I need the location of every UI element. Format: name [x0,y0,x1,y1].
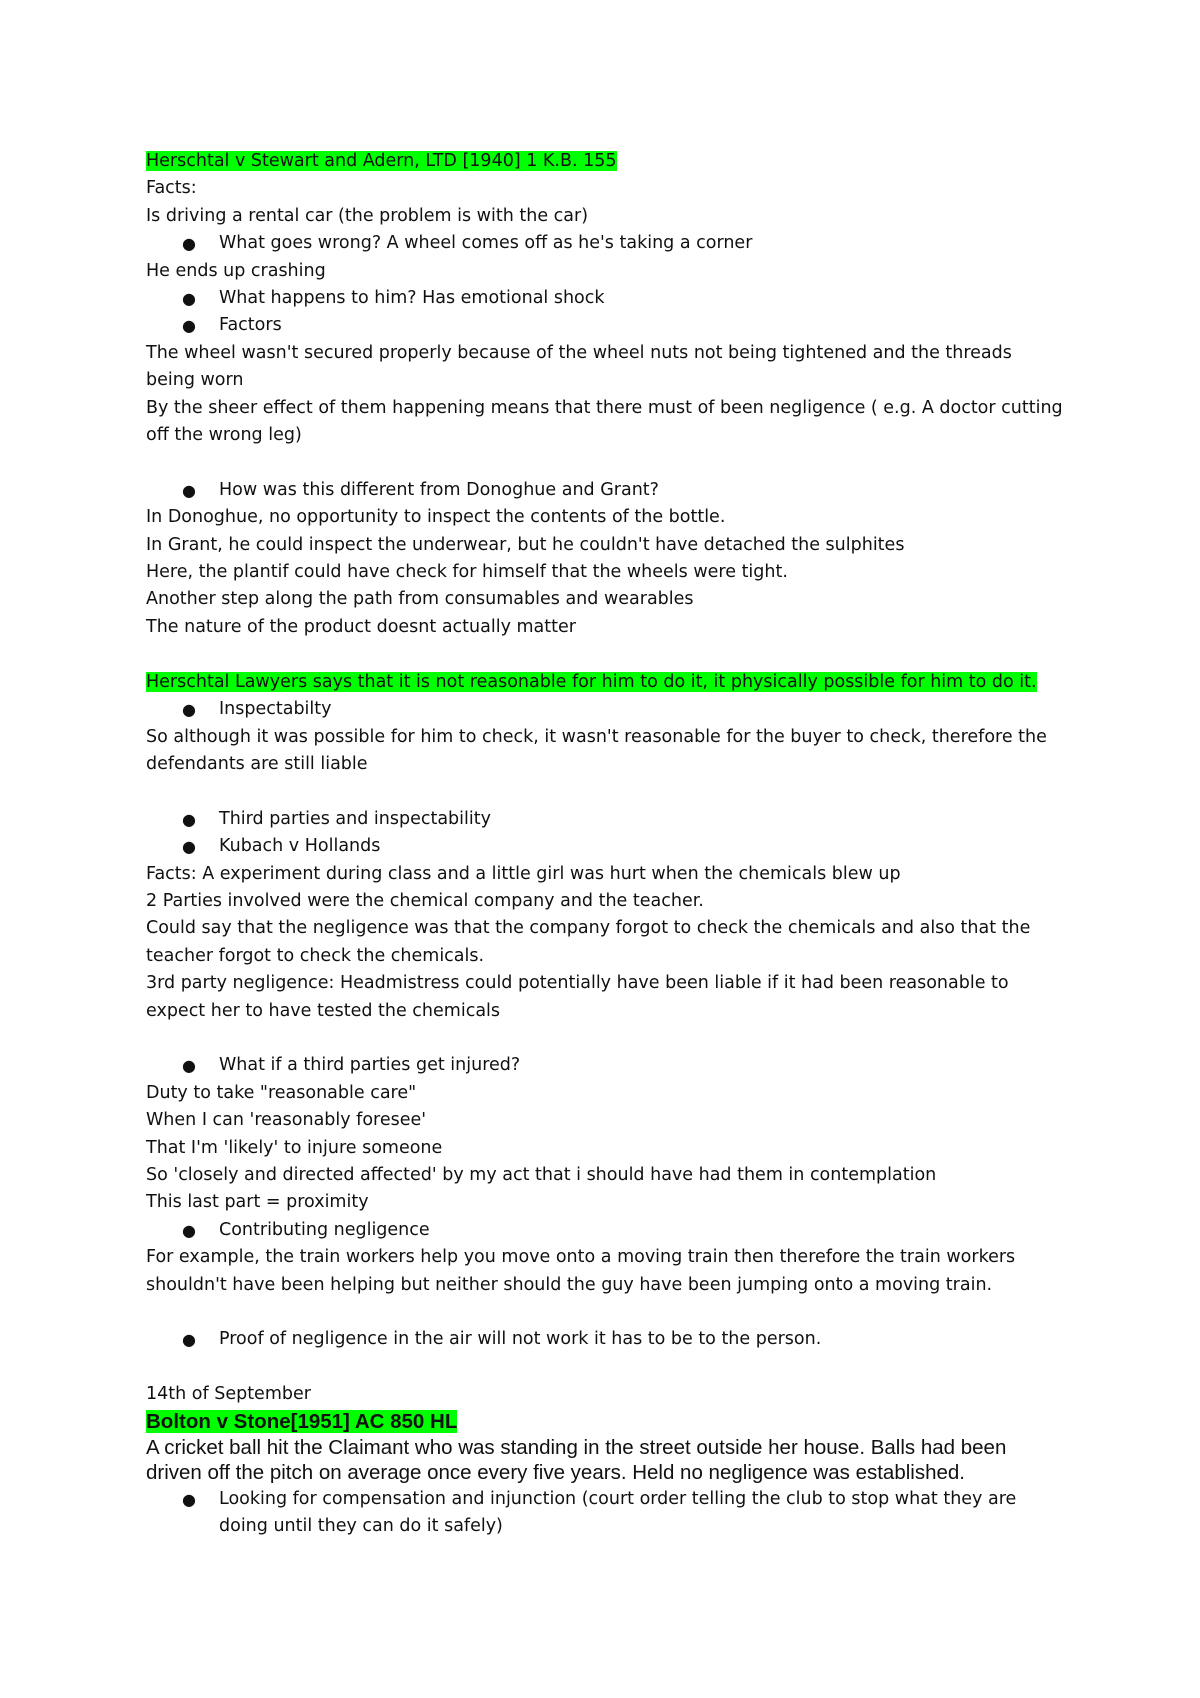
bullet-item: ● Proof of negligence in the air will not work it has to be to the person. [146,1326,1066,1353]
bullet-item: ● Looking for compensation and injunction (court order telling the club to stop what they are doing until they can do it safely) [146,1486,1066,1541]
text-line: This last part = proximity [146,1192,369,1213]
bullet-icon: ● [182,316,196,336]
paragraph: Could say that the negligence was that the company forgot to check the chemicals and also that the teacher forgot to check the chemicals. [146,918,1031,966]
paragraph: By the sheer effect of them happening means that there must of been negligence ( e.g. A doctor cutting off the wrong leg) [146,397,1063,446]
paragraph: So although it was possible for him to check, it wasn't reasonable for the buyer to check, therefore the defendants are still liable [146,726,1047,774]
bullet-icon: ● [182,234,196,254]
text-line: He ends up crashing [146,260,326,281]
text-line: When I can 'reasonably foresee' [146,1110,427,1131]
bullet-item: ● How was this different from Donoghue and Grant? [146,477,1066,504]
bullet-icon: ● [182,480,196,500]
text-line: That I'm 'likely' to injure someone [146,1137,443,1158]
case-heading-herschtal: Herschtal v Stewart and Adern, LTD [1940] 1 K.B. 155 [146,151,617,171]
document-body [146,148,1066,1540]
case-heading-bolton: Bolton v Stone[1951] AC 850 HL [146,1409,458,1433]
bullet-icon: ● [182,809,196,829]
paragraph: A cricket ball hit the Claimant who was standing in the street outside her house. Balls had been driven off the pitch on average once every five years. Held no negligence was established. [146,1435,1007,1485]
bullet-item: ● Factors [146,312,1066,339]
bullet-item: ● What if a third parties get injured? [146,1052,1066,1079]
bullet-icon: ● [182,837,196,857]
text-line: In Grant, he could inspect the underwear, but he couldn't have detached the sulphites [146,534,905,555]
bullet-item: ● What goes wrong? A wheel comes off as he's taking a corner [146,230,1066,257]
paragraph: For example, the train workers help you move onto a moving train then therefore the train workers shouldn't have been helping but neither should the guy have been jumping onto a moving train. [146,1247,1016,1295]
bullet-item: ● What happens to him? Has emotional shock [146,285,1066,312]
text-line: Here, the plantif could have check for himself that the wheels were tight. [146,562,788,583]
bullet-icon: ● [182,1220,196,1240]
bullet-item: ● Inspectabilty [146,696,1066,723]
bullet-icon: ● [182,1489,196,1509]
text-line: So 'closely and directed affected' by my act that i should have had them in contemplation [146,1164,937,1185]
text-line: Facts: A experiment during class and a little girl was hurt when the chemicals blew up [146,863,901,884]
bullet-icon: ● [182,1056,196,1076]
bullet-item: ● Third parties and inspectability [146,806,1066,833]
paragraph: The wheel wasn't secured properly because of the wheel nuts not being tightened and the threads being worn [146,342,1012,391]
text-line: In Donoghue, no opportunity to inspect the contents of the bottle. [146,507,726,528]
highlight-heading-lawyers: Herschtal Lawyers says that it is not reasonable for him to do it, it physically possible for him to do it. [146,671,1037,692]
facts-label: Facts: [146,178,197,199]
bullet-icon: ● [182,700,196,720]
bullet-item: ● Kubach v Hollands [146,833,1066,860]
text-line: The nature of the product doesnt actually matter [146,616,576,637]
bullet-icon: ● [182,1330,196,1350]
bullet-item: ● Contributing negligence [146,1217,1066,1244]
paragraph: 3rd party negligence: Headmistress could potentially have been liable if it had been reasonable to expect her to have tested the chemicals [146,973,1009,1021]
text-line: Is driving a rental car (the problem is with the car) [146,205,589,226]
text-line: 2 Parties involved were the chemical company and the teacher. [146,890,704,911]
date-line: 14th of September [146,1384,311,1405]
text-line: Duty to take "reasonable care" [146,1082,417,1103]
text-line: Another step along the path from consumables and wearables [146,589,694,610]
bullet-icon: ● [182,289,196,309]
